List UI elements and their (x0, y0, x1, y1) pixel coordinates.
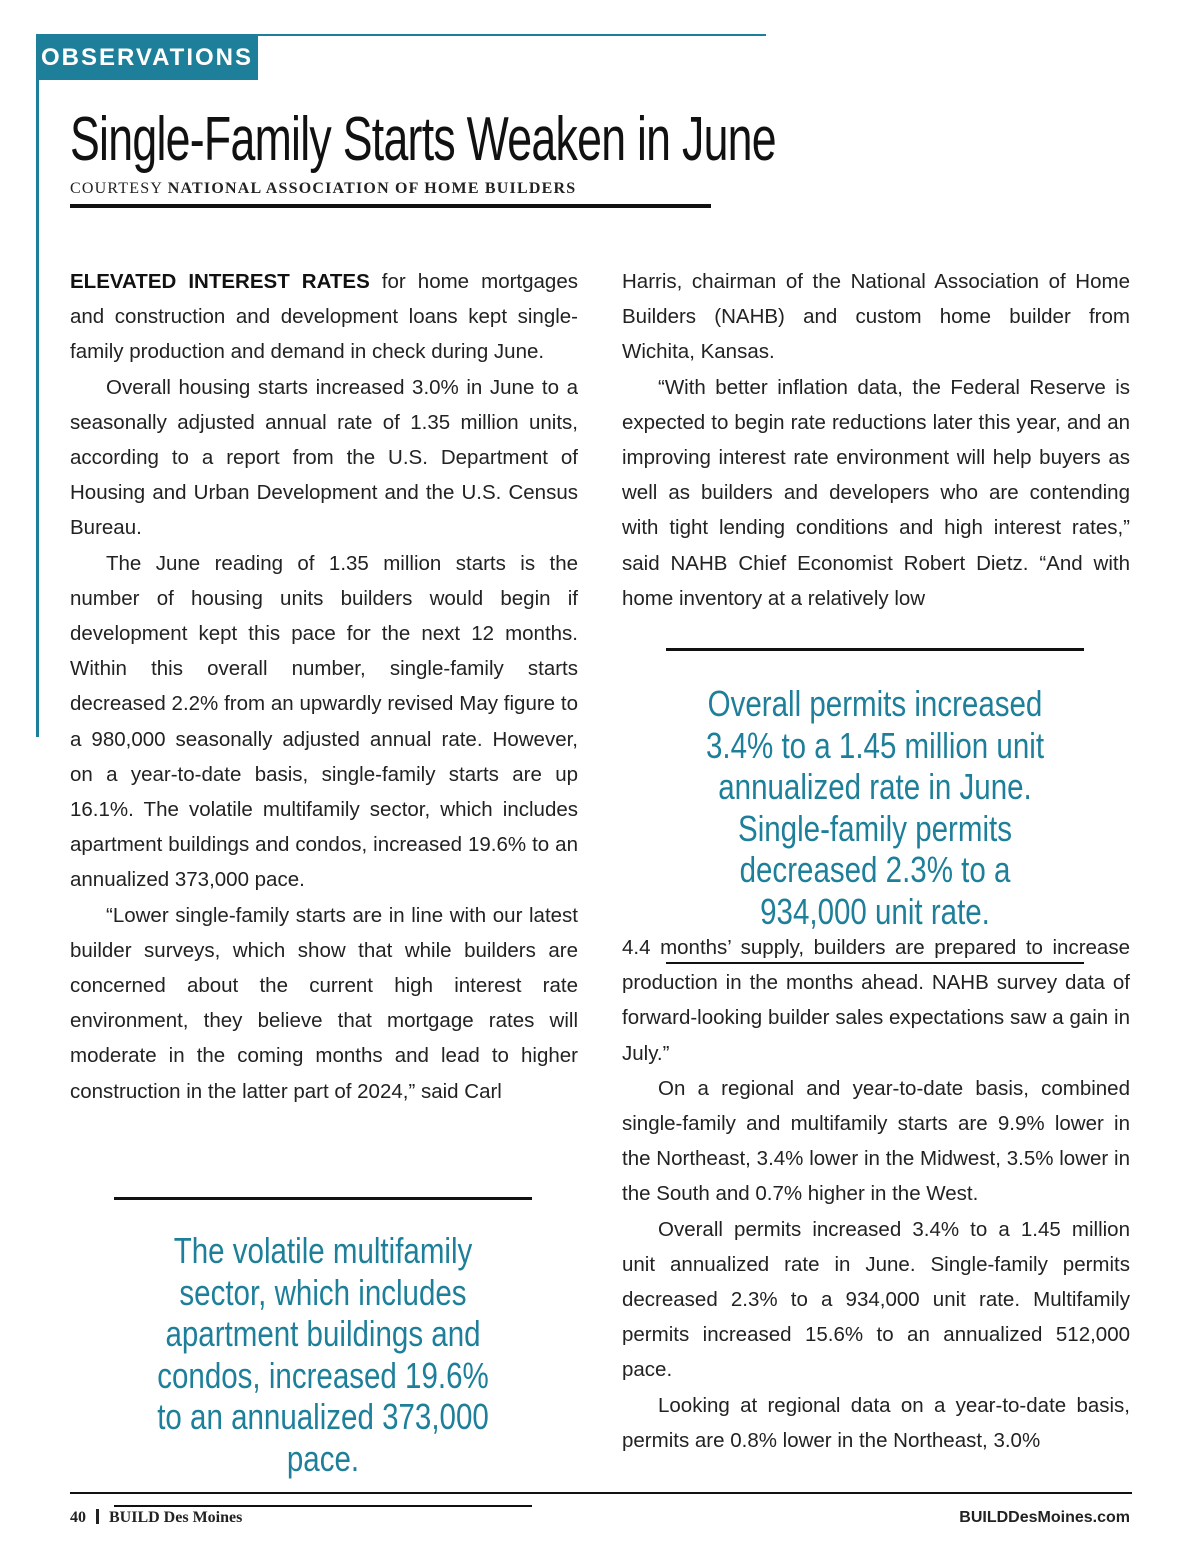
paragraph-6: On a regional and year-to-date basis, combined single-family and multifamily starts are 9.9% lower in the Northeast, 3.4% lower in the Midwest, 3.5% lower in the South and 0.7% higher in the West. (622, 1076, 1130, 1206)
paragraph-1 (70, 264, 578, 370)
lead-in: ELEVATED INTEREST RATES (70, 270, 370, 293)
courtesy-prefix: COURTESY (70, 180, 163, 197)
footer-website: BUILDDesMoines.com (959, 1509, 1130, 1526)
courtesy-line (70, 180, 576, 198)
section-tag: OBSERVATIONS (36, 36, 258, 80)
paragraph-5: “With better inflation data, the Federal Reserve is expected to begin rate reductions later this year, and an improving interest rate environment will help buyers as well as builders and developers who are contending with tight lending conditions and high interest rates,” said NAHB Chief Economist Robert Dietz. “And with home inventory at a relatively low (622, 375, 1130, 610)
pull-quote-text: The volatile multifamily sector, which includes apartment buildings and condos, increased 19.6% to an annualized 373,000 pace. (157, 1230, 489, 1479)
paragraph-4: “Lower single-family starts are in line with our latest builder surveys, which show that while builders are concerned about the current high interest rate environment, they believe that mortgage rates will moderate in the coming months and lead to higher construction in the latter part of 2024,” said Carl (70, 903, 578, 1103)
pull-quote-text: Overall permits increased 3.4% to a 1.45 million unit annualized rate in June. Single-family permits decreased 2.3% to a 934,000 unit rate. (705, 683, 1045, 932)
paragraph-7: Overall permits increased 3.4% to a 1.45 million unit annualized rate in June. Single-family permits decreased 2.3% to a 934,000 unit rate. Multifamily permits increased 15.6% to an annualized 512,000 pace. (622, 1217, 1130, 1382)
paragraph-5-continued: 4.4 months’ supply, builders are prepared to increase production in the months ahead. NAHB survey data of forward-looking builder sales expectations saw a gain in July.” (622, 936, 1130, 1065)
title-rule (70, 204, 711, 208)
courtesy-source: NATIONAL ASSOCIATION OF HOME BUILDERS (167, 180, 577, 197)
article-title: Single-Family Starts Weaken in June (70, 105, 776, 174)
pull-quote-bottom-rule (114, 1505, 532, 1507)
paragraph-8: Looking at regional data on a year-to-date basis, permits are 0.8% lower in the Northeast, 3.0% (622, 1393, 1130, 1452)
header-frame-left-rule (36, 34, 39, 737)
pull-quote-top-rule (666, 648, 1084, 651)
pull-quote-left (114, 1197, 532, 1507)
article-column-right-bottom (622, 930, 1130, 1458)
footer-rule (70, 1492, 1132, 1494)
paragraph-4-continued: Harris, chairman of the National Association of Home Builders (NAHB) and custom home builder from Wichita, Kansas. (622, 270, 1130, 364)
paragraph-3: The June reading of 1.35 million starts is the number of housing units builders would begin if development kept this pace for the next 12 months. Within this overall number, single-family starts decreased 2.2% from an upwardly revised May figure to a 980,000 seasonally adjusted annual rate. However, on a year-to-date basis, single-family starts are up 16.1%. The volatile multifamily sector, which includes apartment buildings and condos, increased 19.6% to an annualized 373,000 pace. (70, 551, 578, 892)
pull-quote-right (666, 648, 1084, 964)
footer-separator (96, 1509, 99, 1524)
article-column-left (70, 264, 578, 1109)
paragraph-1-body: for home mortgages and construction and development loans kept single-family production and demand in check during June. (70, 270, 578, 364)
publication-name: BUILD Des Moines (109, 1509, 243, 1526)
footer-folio (70, 1509, 242, 1527)
pull-quote-top-rule (114, 1197, 532, 1200)
paragraph-2: Overall housing starts increased 3.0% in June to a seasonally adjusted annual rate of 1.35 million units, according to a report from the U.S. Department of Housing and Urban Development and the U.S. Census Bureau. (70, 375, 578, 540)
page-number: 40 (70, 1509, 86, 1526)
article-column-right-top (622, 264, 1130, 616)
